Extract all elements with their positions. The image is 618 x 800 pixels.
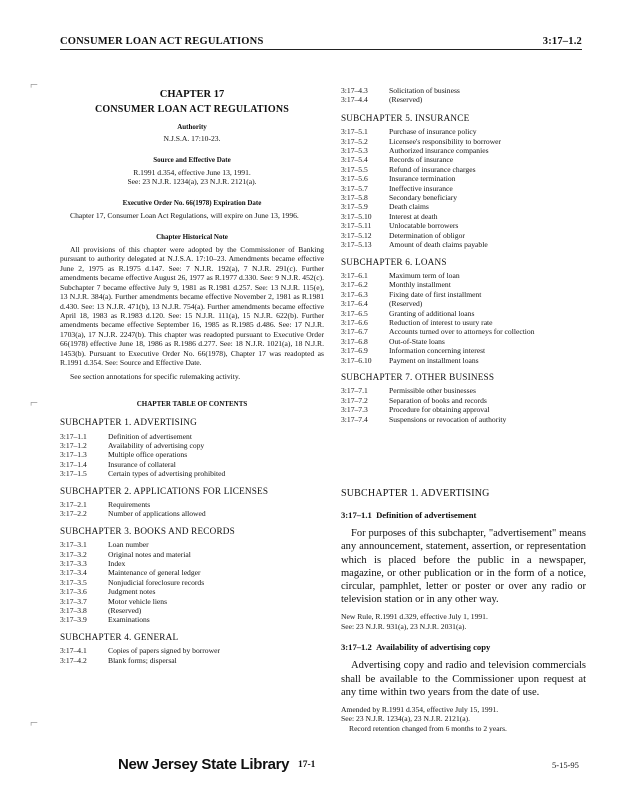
- toc-entry: [341, 155, 586, 164]
- toc-entry: [60, 597, 324, 606]
- header-title: CONSUMER LOAN ACT REGULATIONS: [60, 36, 264, 47]
- toc-entry-title: Copies of papers signed by borrower: [108, 646, 220, 656]
- toc-entry-number: 3:17–5.5: [341, 164, 368, 174]
- toc-entry-number: 3:17–5.2: [341, 136, 368, 146]
- toc-entry: [60, 509, 324, 518]
- library-stamp: New Jersey State Library: [118, 756, 290, 773]
- margin-mark: ⌐: [30, 716, 38, 731]
- toc-entry: [60, 432, 324, 441]
- toc-subchapter-title: SUBCHAPTER 1. ADVERTISING: [60, 417, 197, 428]
- toc-entry: [341, 165, 586, 174]
- toc-entry-number: 3:17–5.11: [341, 221, 372, 231]
- toc-entry-number: 3:17–6.3: [341, 289, 368, 299]
- toc-entry-number: 3:17–2.1: [60, 500, 87, 509]
- historical-note-text: All provisions of this chapter were adopted by the Commissioner of Banking pursuant to authority delegated at N.J.S.A. 17:10–23. Amendments became effective June 2, 1975 as R.1975 d.147. See: 7 N.J.R. 192(a), 7 N.J.R. 291(c). Further amendments became effective August 26, 1977 as R.1977 d.330. See: 9 N.J.R. 452(c). Subchapter 7 became effective July 9, 1981 as R.1981 d.257. See: 13 N.J.R. 115(e), 13 N.J.R. 384(a). Further amendments became effective November 2, 1981 as R.1981 d.430. See: 13 N.J.R. 471(b), 13 N.J.R. 754(a). Further amendments became effective April 18, 1983 as R.1983 d.120. See: 15 N.J.R. 111(a), 15 N.J.R. 622(b). Further amendments became effective September 16, 1985 as R.1985 d.486. See: 17 N.J.R. 1703(a), 17 N.J.R. 2247(b). This chapter was readopted pursuant to Executive Order 66(1978) effective June 18, 1986 as R.1986 d.277. See: 18 N.J.R. 1021(a), 18 N.J.R. 1453(b). Pursuant to Executive Order No. 66(1978), Chapter 17 was readopted as R.1991 d.354. See: Source and Effective Date.: [60, 245, 324, 367]
- toc-entry-title: Unlocatable borrowers: [389, 221, 459, 231]
- toc-entry-number: 3:17–1.2: [60, 440, 87, 450]
- toc-entry: [341, 299, 586, 308]
- section-number: 3:17–1.1: [341, 510, 372, 520]
- source-heading: Source and Effective Date: [153, 155, 231, 164]
- toc-entry: [60, 568, 324, 577]
- toc-entry-number: 3:17–6.2: [341, 280, 368, 290]
- toc-entry-number: 3:17–5.1: [341, 127, 368, 137]
- toc-entry: [60, 460, 324, 469]
- toc-entry: [341, 346, 586, 355]
- toc-entry-number: 3:17–6.8: [341, 336, 368, 346]
- toc-entry: [341, 193, 586, 202]
- toc-entry: [60, 578, 324, 587]
- toc-entry-title: Separation of books and records: [389, 395, 487, 405]
- toc-entry-number: 3:17–5.8: [341, 193, 368, 203]
- left-column: [60, 62, 324, 665]
- toc-entry-title: Refund of insurance charges: [389, 164, 476, 174]
- toc-entry-title: Out-of-State loans: [389, 336, 445, 346]
- right-column: [341, 86, 586, 424]
- toc-entry: [341, 290, 586, 299]
- toc-subchapter-title: SUBCHAPTER 6. LOANS: [341, 256, 447, 267]
- toc-entry: [341, 240, 586, 249]
- toc-entry-number: 3:17–6.9: [341, 346, 368, 356]
- toc-entry-number: 3:17–1.4: [60, 459, 87, 469]
- toc-entry: [341, 396, 586, 405]
- toc-entry-title: Interest at death: [389, 211, 438, 221]
- toc-entry: [60, 500, 324, 509]
- toc-entry-number: 3:17–6.7: [341, 327, 368, 337]
- toc-entry-number: 3:17–2.2: [60, 509, 87, 519]
- toc-entry: [341, 184, 586, 193]
- table-of-contents: [60, 418, 324, 665]
- toc-entry-title: Procedure for obtaining approval: [389, 405, 490, 415]
- toc-subchapter-title: SUBCHAPTER 3. BOOKS AND RECORDS: [60, 525, 235, 536]
- toc-subchapter-title: SUBCHAPTER 5. INSURANCE: [341, 112, 470, 123]
- toc-entry-number: 3:17–1.1: [60, 431, 87, 441]
- toc-entry-number: 3:17–5.10: [341, 211, 372, 221]
- toc-subchapter-list: [60, 646, 324, 665]
- margin-mark: ⌐: [30, 396, 38, 411]
- toc-entry: [341, 415, 586, 424]
- toc-entry-title: Suspensions or revocation of authority: [389, 414, 507, 424]
- toc-entry-number: 3:17–7.1: [341, 386, 368, 396]
- toc-entry-title: Certain types of advertising prohibited: [108, 469, 226, 479]
- toc-entry-number: 3:17–7.2: [341, 395, 368, 405]
- toc-entry-title: Examinations: [108, 615, 150, 625]
- toc-subchapter-title: SUBCHAPTER 2. APPLICATIONS FOR LICENSES: [60, 485, 269, 496]
- executive-order-heading: Executive Order No. 66(1978) Expiration Date: [122, 198, 262, 207]
- toc-entry-title: (Reserved): [389, 299, 423, 309]
- toc-entry-number: 3:17–5.7: [341, 183, 368, 193]
- toc-entry-number: 3:17–3.4: [60, 568, 87, 578]
- section-number: 3:17–1.2: [341, 642, 372, 653]
- toc-entry-title: Multiple office operations: [108, 450, 188, 460]
- toc-entry-title: Number of applications allowed: [108, 509, 206, 519]
- toc-entry-title: Solicitation of business: [389, 86, 460, 95]
- toc-subchapter-list: [341, 271, 586, 365]
- section-note-1-2a: Amended by R.1991 d.354, effective July 15, 1991.: [341, 705, 499, 715]
- toc-entry: [341, 271, 586, 280]
- toc-entry-title: Insurance termination: [389, 174, 456, 184]
- toc-entry-title: Licensee's responsibility to borrower: [389, 136, 502, 146]
- toc-entry-number: 3:17–3.6: [60, 587, 87, 597]
- toc-entry: [60, 540, 324, 549]
- header-section: 3:17–1.2: [542, 36, 582, 47]
- toc-entry-number: 3:17–6.6: [341, 317, 368, 327]
- toc-entry-title: Reduction of interest to usury rate: [389, 317, 493, 327]
- toc-subchapter-list: [60, 432, 324, 479]
- toc-entry-title: Information concerning interest: [389, 346, 486, 356]
- annotation-note: See section annotations for specific rulemaking activity.: [70, 372, 241, 382]
- toc-entry-number: 3:17–5.13: [341, 240, 372, 250]
- toc-entry-number: 3:17–3.9: [60, 615, 87, 625]
- toc-entry-number: 3:17–4.2: [60, 655, 87, 665]
- toc-entry: [60, 656, 324, 665]
- toc-entry: [341, 356, 586, 365]
- toc-entry-number: 3:17–5.3: [341, 146, 368, 156]
- toc-entry: [60, 587, 324, 596]
- toc-entry-number: 3:17–4.3: [341, 86, 368, 95]
- toc-entry-title: Original notes and material: [108, 549, 191, 559]
- revision-date: 5-15-95: [552, 760, 579, 770]
- toc-entry-title: Secondary beneficiary: [389, 193, 458, 203]
- toc-continued: [341, 86, 586, 105]
- section-text-1-1: For purposes of this subchapter, "advertisement" means any announcement, statement, assertion, or representation which is placed before the public in a newspaper, magazine, or other publication or in the form of a notice, circular, pamphlet, letter or poster or over any radio or television station or in any other way.: [341, 528, 586, 606]
- toc-entry-title: Death claims: [389, 202, 429, 212]
- toc-entry-number: 3:17–5.6: [341, 174, 368, 184]
- toc-entry-title: Permissible other businesses: [389, 386, 476, 396]
- toc-subchapter-list: [341, 127, 586, 249]
- toc-entry-title: Fixing date of first installment: [389, 289, 482, 299]
- toc-entry: [60, 606, 324, 615]
- toc-entry-title: Index: [108, 559, 126, 569]
- toc-entry-number: 3:17–1.3: [60, 450, 87, 460]
- toc-entry: [341, 202, 586, 211]
- toc-entry-title: (Reserved): [108, 606, 142, 616]
- toc-entry: [60, 615, 324, 624]
- toc-entry: [60, 450, 324, 459]
- toc-entry: [341, 174, 586, 183]
- toc-entry-number: 3:17–4.4: [341, 95, 368, 105]
- toc-entry-title: (Reserved): [389, 95, 423, 105]
- toc-entry-number: 3:17–3.2: [60, 549, 87, 559]
- toc-entry: [341, 231, 586, 240]
- toc-entry-title: Ineffective insurance: [389, 183, 453, 193]
- toc-entry: [60, 441, 324, 450]
- section-title: Definition of advertisement: [376, 510, 477, 520]
- toc-entry-title: Determination of obligor: [389, 230, 465, 240]
- toc-subchapter-list: [341, 386, 586, 424]
- section-heading-1-1: [341, 509, 586, 522]
- toc-entry: [60, 469, 324, 478]
- toc-entry: [341, 95, 586, 104]
- source-line-2: See: 23 N.J.R. 1234(a), 23 N.J.R. 2121(a).: [127, 177, 257, 187]
- toc-entry-title: Monthly installment: [389, 280, 451, 290]
- toc-entry: [341, 127, 586, 136]
- page-number: 17-1: [298, 760, 316, 770]
- toc-entry-title: Payment on installment loans: [389, 355, 479, 365]
- toc-entry-number: 3:17–6.4: [341, 299, 368, 309]
- toc-entry-title: Purchase of insurance policy: [389, 127, 477, 137]
- toc-entry: [341, 405, 586, 414]
- section-note-1-1b: See: 23 N.J.R. 931(a), 23 N.J.R. 2031(a).: [341, 621, 467, 631]
- toc-heading: CHAPTER TABLE OF CONTENTS: [136, 399, 248, 408]
- toc-entry: [341, 212, 586, 221]
- toc-entry-title: Availability of advertising copy: [108, 440, 205, 450]
- executive-order-text: Chapter 17, Consumer Loan Act Regulations, will expire on June 13, 1996.: [70, 211, 299, 221]
- section-note-1-1a: New Rule, R.1991 d.329, effective July 1, 1991.: [341, 612, 488, 622]
- toc-entry-number: 3:17–4.1: [60, 646, 87, 656]
- toc-entry: [341, 146, 586, 155]
- chapter-number: CHAPTER 17: [159, 89, 225, 100]
- toc-subchapter-title: SUBCHAPTER 4. GENERAL: [60, 631, 179, 642]
- toc-entry-number: 3:17–6.10: [341, 355, 372, 365]
- toc-entry-title: Maximum term of loan: [389, 270, 460, 280]
- toc-subchapter-list: [60, 500, 324, 519]
- toc-entry-number: 3:17–5.4: [341, 155, 368, 165]
- toc-entry-number: 3:17–3.1: [60, 540, 87, 550]
- toc-entry-number: 3:17–5.9: [341, 202, 368, 212]
- section-text-1-2: Advertising copy and radio and television commercials shall be available to the Commissioner upon request at any time within two years from the date of use.: [341, 660, 586, 698]
- toc-entry-number: 3:17–7.4: [341, 414, 368, 424]
- toc-entry-number: 3:17–1.5: [60, 469, 87, 479]
- authority-heading: Authority: [177, 122, 207, 131]
- toc-entry-number: 3:17–7.3: [341, 405, 368, 415]
- toc-entry-number: 3:17–3.3: [60, 559, 87, 569]
- section-note-1-2c: Record retention changed from 6 months to 2 years.: [349, 723, 507, 733]
- toc-subchapter-list: [60, 540, 324, 625]
- toc-entry: [341, 309, 586, 318]
- toc-entry-title: Granting of additional loans: [389, 308, 475, 318]
- toc-entry-number: 3:17–6.5: [341, 308, 368, 318]
- toc-entry: [341, 137, 586, 146]
- toc-entry-title: Records of insurance: [389, 155, 454, 165]
- toc-entry-number: 3:17–3.5: [60, 577, 87, 587]
- toc-entry-title: Authorized insurance companies: [389, 146, 489, 156]
- toc-entry-title: Amount of death claims payable: [389, 240, 488, 250]
- section-heading-1-2: [341, 641, 586, 654]
- toc-entry: [60, 550, 324, 559]
- body-subchapter-title: SUBCHAPTER 1. ADVERTISING: [341, 488, 490, 499]
- running-header: [60, 36, 582, 50]
- toc-entry: [341, 337, 586, 346]
- margin-mark: ⌐: [30, 78, 38, 93]
- toc-entry-title: Nonjudicial foreclosure records: [108, 577, 205, 587]
- section-note-1-2b: See: 23 N.J.R. 1234(a), 23 N.J.R. 2121(a).: [341, 714, 471, 724]
- toc-entry-title: Maintenance of general ledger: [108, 568, 201, 578]
- toc-entry-title: Definition of advertisement: [108, 431, 192, 441]
- toc-entry: [341, 86, 586, 95]
- chapter-title: CONSUMER LOAN ACT REGULATIONS: [94, 104, 290, 116]
- toc-entry: [341, 318, 586, 327]
- toc-entry: [341, 327, 586, 336]
- toc-entry: [60, 559, 324, 568]
- section-title: Availability of advertising copy: [376, 642, 491, 653]
- toc-entry-number: 3:17–6.1: [341, 270, 368, 280]
- section-body: [341, 488, 586, 733]
- toc-entry-title: Blank forms; dispersal: [108, 655, 177, 665]
- toc-entry-number: 3:17–5.12: [341, 230, 372, 240]
- toc-entry: [341, 280, 586, 289]
- toc-entry-title: Accounts turned over to attorneys for collection: [389, 327, 535, 337]
- toc-entry-number: 3:17–3.8: [60, 606, 87, 616]
- toc-entry-title: Insurance of collateral: [108, 459, 176, 469]
- toc-entry: [341, 221, 586, 230]
- toc-subchapter-title: SUBCHAPTER 7. OTHER BUSINESS: [341, 371, 495, 382]
- historical-note-heading: Chapter Historical Note: [156, 232, 228, 241]
- toc-entry-title: Judgment notes: [108, 587, 156, 597]
- authority-text: N.J.S.A. 17:10-23.: [163, 134, 221, 144]
- toc-entry-title: Motor vehicle liens: [108, 596, 168, 606]
- table-of-contents-right: [341, 114, 586, 424]
- toc-entry-number: 3:17–3.7: [60, 596, 87, 606]
- toc-entry-title: Requirements: [108, 500, 151, 509]
- source-line-1: R.1991 d.354, effective June 13, 1991.: [133, 168, 251, 178]
- toc-entry: [60, 646, 324, 655]
- toc-entry: [341, 386, 586, 395]
- toc-entry-title: Loan number: [108, 540, 149, 550]
